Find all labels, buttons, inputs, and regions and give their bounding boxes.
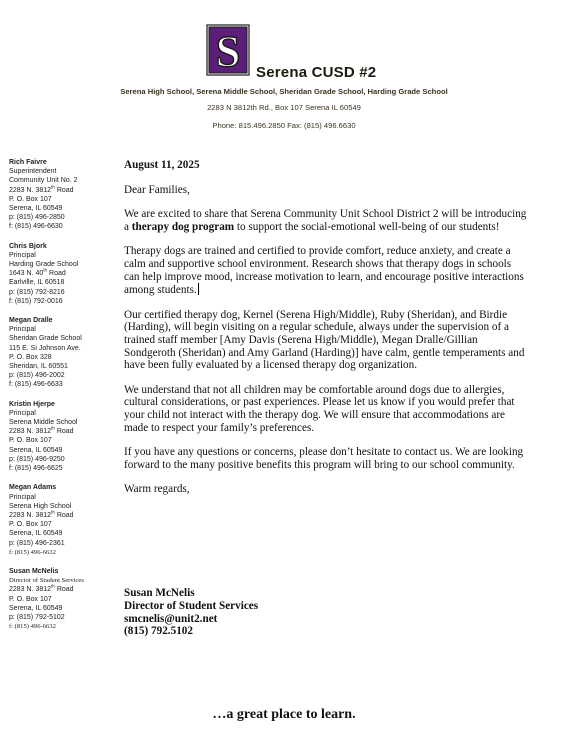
contact-card — [9, 567, 119, 631]
contact-line: f: (815) 496-6632 — [9, 548, 56, 556]
contact-line: Principal — [9, 493, 36, 501]
letter-paragraph: Our certified therapy dog, Kernel (Serena High/Middle), Ruby (Sheridan), and Birdie (Harding), will begin visiting on a regular schedule, always under the supervision of a trained staff member [Amy Davis (Serena High/Middle), Megan Dralle/Gillian Sondgeroth (Sheridan) and Amy Garland (Harding)] have calm, gentle temperaments and have been fully evaluated by a licensed therapy dog organization. — [124, 308, 525, 372]
contact-line — [9, 186, 119, 195]
contact-line: P. O. Box 107 — [9, 195, 52, 203]
signer-phone: (815) 792.5102 — [124, 625, 193, 638]
contact-line: f: (815) 496-6625 — [9, 465, 63, 473]
contact-line: P. O. Box 107 — [9, 595, 52, 603]
contact-line: f: (815) 792-0016 — [9, 297, 63, 305]
contact-line: Serena, IL 60549 — [9, 446, 63, 454]
contact-line: f: (815) 496-6630 — [9, 223, 63, 231]
contact-line: Director of Student Services — [9, 577, 84, 585]
contact-name: Megan Dralle — [9, 317, 53, 325]
contact-line: Serena, IL 60549 — [9, 604, 63, 612]
text-cursor — [198, 283, 200, 295]
letter-paragraph[interactable] — [124, 245, 528, 296]
paragraph-text: to support the social-emotional well-being of our students! — [234, 220, 500, 233]
contact-line — [9, 427, 119, 436]
contact-line: Principal — [9, 251, 36, 259]
contact-name: Chris Bjork — [9, 242, 47, 250]
contact-street: 2283 N. 3812 — [9, 428, 52, 436]
signer-title: Director of Student Services — [124, 599, 259, 612]
contact-line: P. O. Box 107 — [9, 437, 52, 445]
contact-line: Principal — [9, 409, 36, 417]
district-address: 2283 N 3812th Rd., Box 107 Serena IL 60549 — [207, 103, 361, 112]
contact-street: 1643 N. 40 — [9, 270, 44, 278]
ordinal-suffix: th — [51, 584, 55, 589]
letter-paragraph: We understand that not all children may be comfortable around dogs due to allergies, cultural considerations, or past experiences. Please let us know if you would prefer that your child not interact with the therapy dog. We will ensure that accommodations are made to respect your family’s preferences. — [124, 383, 515, 434]
letter-greeting: Dear Families, — [124, 183, 190, 196]
contact-line — [9, 511, 119, 520]
contact-line: P. O. Box 328 — [9, 353, 52, 361]
contact-line: Serena, IL 60549 — [9, 205, 63, 213]
signer-name: Susan McNelis — [124, 587, 195, 599]
org-name: Serena CUSD #2 — [256, 64, 377, 81]
contact-line: Serena High School — [9, 502, 72, 510]
contact-card — [9, 400, 119, 474]
logo-letter: S — [215, 27, 241, 76]
contact-line: Superintendent — [9, 168, 57, 176]
ordinal-suffix: th — [43, 267, 48, 273]
letter-date: August 11, 2025 — [124, 159, 200, 171]
contact-line: p: (815) 496-2850 — [9, 214, 65, 222]
signer-email[interactable]: smcnelis@unit2.net — [124, 612, 218, 625]
paragraph-text: We are excited to share that Serena Community Unit School District 2 will be introducing a — [124, 208, 527, 233]
contact-street: 2283 N. 3812 — [9, 186, 52, 194]
contact-line: P. O. Box 107 — [9, 521, 52, 529]
district-logo-icon — [206, 24, 250, 76]
contact-line: Sheridan Grade School — [9, 335, 82, 343]
contact-line: p: (815) 496-9250 — [9, 455, 65, 463]
program-name: therapy dog program — [131, 220, 235, 233]
contact-line: Principal — [9, 326, 36, 334]
contact-line: Serena Middle School — [9, 419, 78, 427]
street-suffix: Road — [54, 511, 74, 519]
contact-line: 115 E. Si Johnson Ave. — [9, 344, 81, 352]
letter-paragraph: If you have any questions or concerns, please don’t hesitate to contact us. We are looking forward to the many positive benefits this program will bring to our school community. — [124, 446, 524, 471]
contact-card — [9, 242, 119, 306]
contact-name: Susan McNelis — [9, 567, 59, 575]
ordinal-suffix: th — [51, 184, 55, 190]
contact-line: f: (815) 496-6633 — [9, 381, 63, 389]
letter-body — [124, 159, 528, 508]
contact-line: p: (815) 792-8216 — [9, 288, 65, 296]
street-suffix: Road — [47, 270, 66, 278]
signature-block — [124, 587, 258, 638]
contact-name: Kristin Hjerpe — [9, 400, 55, 408]
contact-line — [9, 269, 119, 278]
street-suffix: Road — [54, 586, 74, 594]
contact-line: Serena, IL 60549 — [9, 530, 63, 538]
contact-line: p: (815) 792-5102 — [9, 613, 65, 621]
contact-line: Community Unit No. 2 — [9, 177, 78, 185]
paragraph-text: Therapy dogs are trained and certified to provide comfort, reduce anxiety, and create a calm and supportive school environment. Research shows that therapy dogs in schools can help improve mood, increase motivation to learn, and encourage positive interactions among students. — [124, 245, 524, 297]
street-suffix: Road — [54, 186, 74, 194]
contact-card — [9, 316, 119, 390]
schools-list: Serena High School, Serena Middle School, Sheridan Grade School, Harding Grade School — [120, 87, 448, 96]
contact-line: Sheridan, IL 60551 — [9, 363, 68, 371]
staff-directory — [9, 158, 119, 641]
letter-closing: Warm regards, — [124, 483, 190, 496]
contact-street: 2283 N. 3812 — [9, 511, 52, 519]
contact-line: f: (815) 496-6632 — [9, 623, 56, 631]
contact-card — [9, 483, 119, 557]
contact-line: p: (815) 496-2002 — [9, 372, 65, 380]
footer-tagline: …a great place to learn. — [212, 707, 356, 722]
district-phone: Phone: 815.496.2850 Fax: (815) 496.6630 — [212, 121, 356, 130]
street-suffix: Road — [54, 428, 74, 436]
contact-name: Rich Faivre — [9, 159, 47, 166]
contact-street: 2283 N. 3812 — [9, 586, 52, 594]
contact-line — [9, 585, 119, 594]
letter-paragraph — [124, 208, 528, 233]
contact-line: Earlville, IL 60518 — [9, 279, 65, 287]
contact-line: Harding Grade School — [9, 261, 79, 269]
contact-name: Megan Adams — [9, 484, 57, 492]
contact-line: p: (815) 496-2361 — [9, 539, 65, 547]
ordinal-suffix: th — [51, 425, 55, 431]
ordinal-suffix: th — [51, 509, 55, 515]
contact-card — [9, 158, 119, 232]
